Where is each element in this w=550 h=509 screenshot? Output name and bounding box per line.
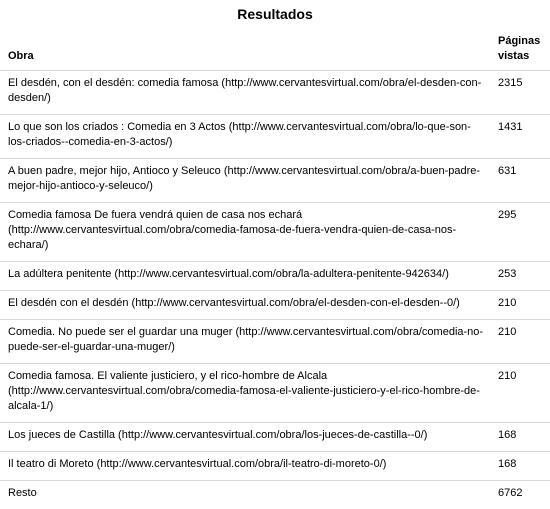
obra-cell: Resto bbox=[0, 481, 490, 509]
table-row bbox=[0, 262, 550, 291]
obra-cell: El desdén con el desdén (http://www.cervantesvirtual.com/obra/el-desden-con-el-desden--0/) bbox=[0, 291, 490, 320]
table-row-rest bbox=[0, 481, 550, 509]
views-cell: 295 bbox=[490, 203, 550, 262]
views-cell: 631 bbox=[490, 159, 550, 203]
obra-cell: La adúltera penitente (http://www.cervantesvirtual.com/obra/la-adultera-penitente-942634/) bbox=[0, 262, 490, 291]
table-row bbox=[0, 71, 550, 115]
obra-cell: Lo que son los criados : Comedia en 3 Actos (http://www.cervantesvirtual.com/obra/lo-que-son-los-criados--comedia-en-3-actos/) bbox=[0, 115, 490, 159]
table-row bbox=[0, 291, 550, 320]
obra-cell: El desdén, con el desdén: comedia famosa (http://www.cervantesvirtual.com/obra/el-desden-con-desden/) bbox=[0, 71, 490, 115]
table-row bbox=[0, 159, 550, 203]
table-header-row bbox=[0, 25, 550, 71]
column-header-obra: Obra bbox=[0, 25, 490, 71]
table-row bbox=[0, 364, 550, 423]
table-row bbox=[0, 203, 550, 262]
views-cell: 6762 bbox=[490, 481, 550, 509]
column-header-views: Páginas vistas bbox=[490, 25, 550, 71]
obra-cell: Comedia famosa De fuera vendrá quien de casa nos echará (http://www.cervantesvirtual.com/obra/comedia-famosa-de-fuera-vendra-quien-de-casa-nos-echara/) bbox=[0, 203, 490, 262]
views-cell: 210 bbox=[490, 364, 550, 423]
table-row bbox=[0, 320, 550, 364]
obra-cell: A buen padre, mejor hijo, Antioco y Seleuco (http://www.cervantesvirtual.com/obra/a-buen-padre-mejor-hijo-antioco-y-seleuco/) bbox=[0, 159, 490, 203]
obra-cell: Comedia. No puede ser el guardar una muger (http://www.cervantesvirtual.com/obra/comedia-no-puede-ser-el-guardar-una-muger/) bbox=[0, 320, 490, 364]
obra-cell: Il teatro di Moreto (http://www.cervantesvirtual.com/obra/il-teatro-di-moreto-0/) bbox=[0, 452, 490, 481]
views-cell: 2315 bbox=[490, 71, 550, 115]
obra-cell: Los jueces de Castilla (http://www.cervantesvirtual.com/obra/los-jueces-de-castilla--0/) bbox=[0, 423, 490, 452]
views-cell: 168 bbox=[490, 423, 550, 452]
table-row bbox=[0, 452, 550, 481]
views-cell: 1431 bbox=[490, 115, 550, 159]
obra-cell: Comedia famosa. El valiente justiciero, y el rico-hombre de Alcala (http://www.cervantesvirtual.com/obra/comedia-famosa-el-valiente-justiciero-y-el-rico-hombre-de-alcala-1/) bbox=[0, 364, 490, 423]
results-table bbox=[0, 25, 550, 509]
table-row bbox=[0, 115, 550, 159]
views-cell: 253 bbox=[490, 262, 550, 291]
page-title: Resultados bbox=[0, 3, 550, 25]
views-cell: 168 bbox=[490, 452, 550, 481]
table-row bbox=[0, 423, 550, 452]
views-cell: 210 bbox=[490, 291, 550, 320]
views-cell: 210 bbox=[490, 320, 550, 364]
